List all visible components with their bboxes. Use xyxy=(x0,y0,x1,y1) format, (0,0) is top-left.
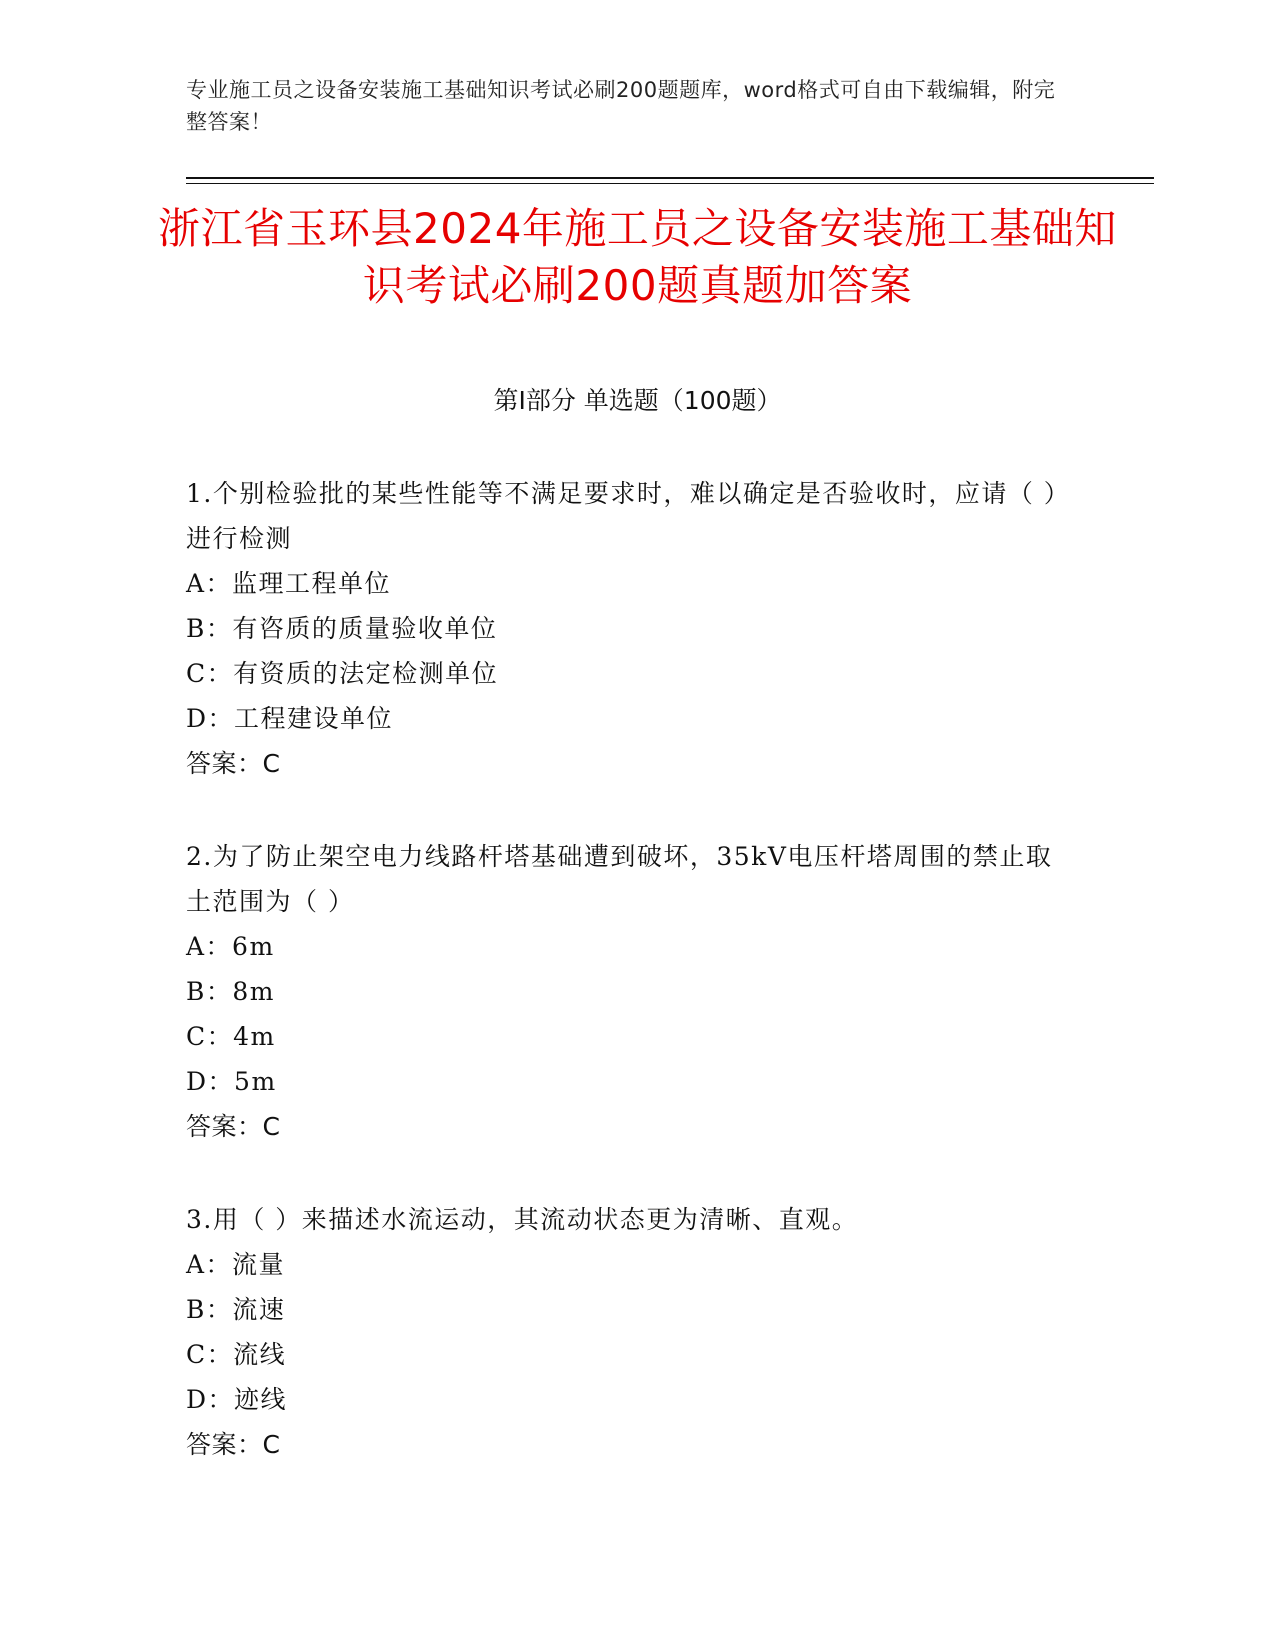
question-stem: 2.为了防止架空电力线路杆塔基础遭到破坏，35kV电压杆塔周围的禁止取土范围为（ ） xyxy=(186,842,1053,916)
answer-line: 答案：C xyxy=(186,1430,281,1459)
header-divider-thin xyxy=(186,183,1154,184)
option-d: D：5m xyxy=(186,1067,277,1096)
answer-line: 答案：C xyxy=(186,1112,281,1141)
question-block xyxy=(186,1197,1066,1467)
option-a: A：监理工程单位 xyxy=(186,569,392,598)
header-note: 专业施工员之设备安装施工基础知识考试必刷200题题库，word格式可自由下载编辑，附完整答案！ xyxy=(186,78,1056,134)
question-stem: 1.个别检验批的某些性能等不满足要求时，难以确定是否验收时，应请（ ）进行检测 xyxy=(186,479,1058,553)
question-stem: 3.用（ ）来描述水流运动，其流动状态更为清晰、直观。 xyxy=(186,1205,859,1234)
option-a: A：6m xyxy=(186,932,275,961)
section-heading: 第Ⅰ部分 单选题（100题） xyxy=(493,386,782,415)
option-c: C：有资质的法定检测单位 xyxy=(186,659,499,688)
answer-line: 答案：C xyxy=(186,749,281,778)
document-title: 浙江省玉环县2024年施工员之设备安装施工基础知识考试必刷200题真题加答案 xyxy=(158,204,1117,310)
option-c: C：4m xyxy=(186,1022,276,1051)
option-b: B：8m xyxy=(186,977,275,1006)
option-d: D：工程建设单位 xyxy=(186,704,394,733)
option-b: B：有咨质的质量验收单位 xyxy=(186,614,498,643)
header-divider-thick xyxy=(186,177,1154,179)
question-block xyxy=(186,471,1066,786)
option-d: D：迹线 xyxy=(186,1385,288,1414)
option-b: B：流速 xyxy=(186,1295,286,1324)
question-block xyxy=(186,834,1066,1149)
option-a: A：流量 xyxy=(186,1250,286,1279)
option-c: C：流线 xyxy=(186,1340,287,1369)
